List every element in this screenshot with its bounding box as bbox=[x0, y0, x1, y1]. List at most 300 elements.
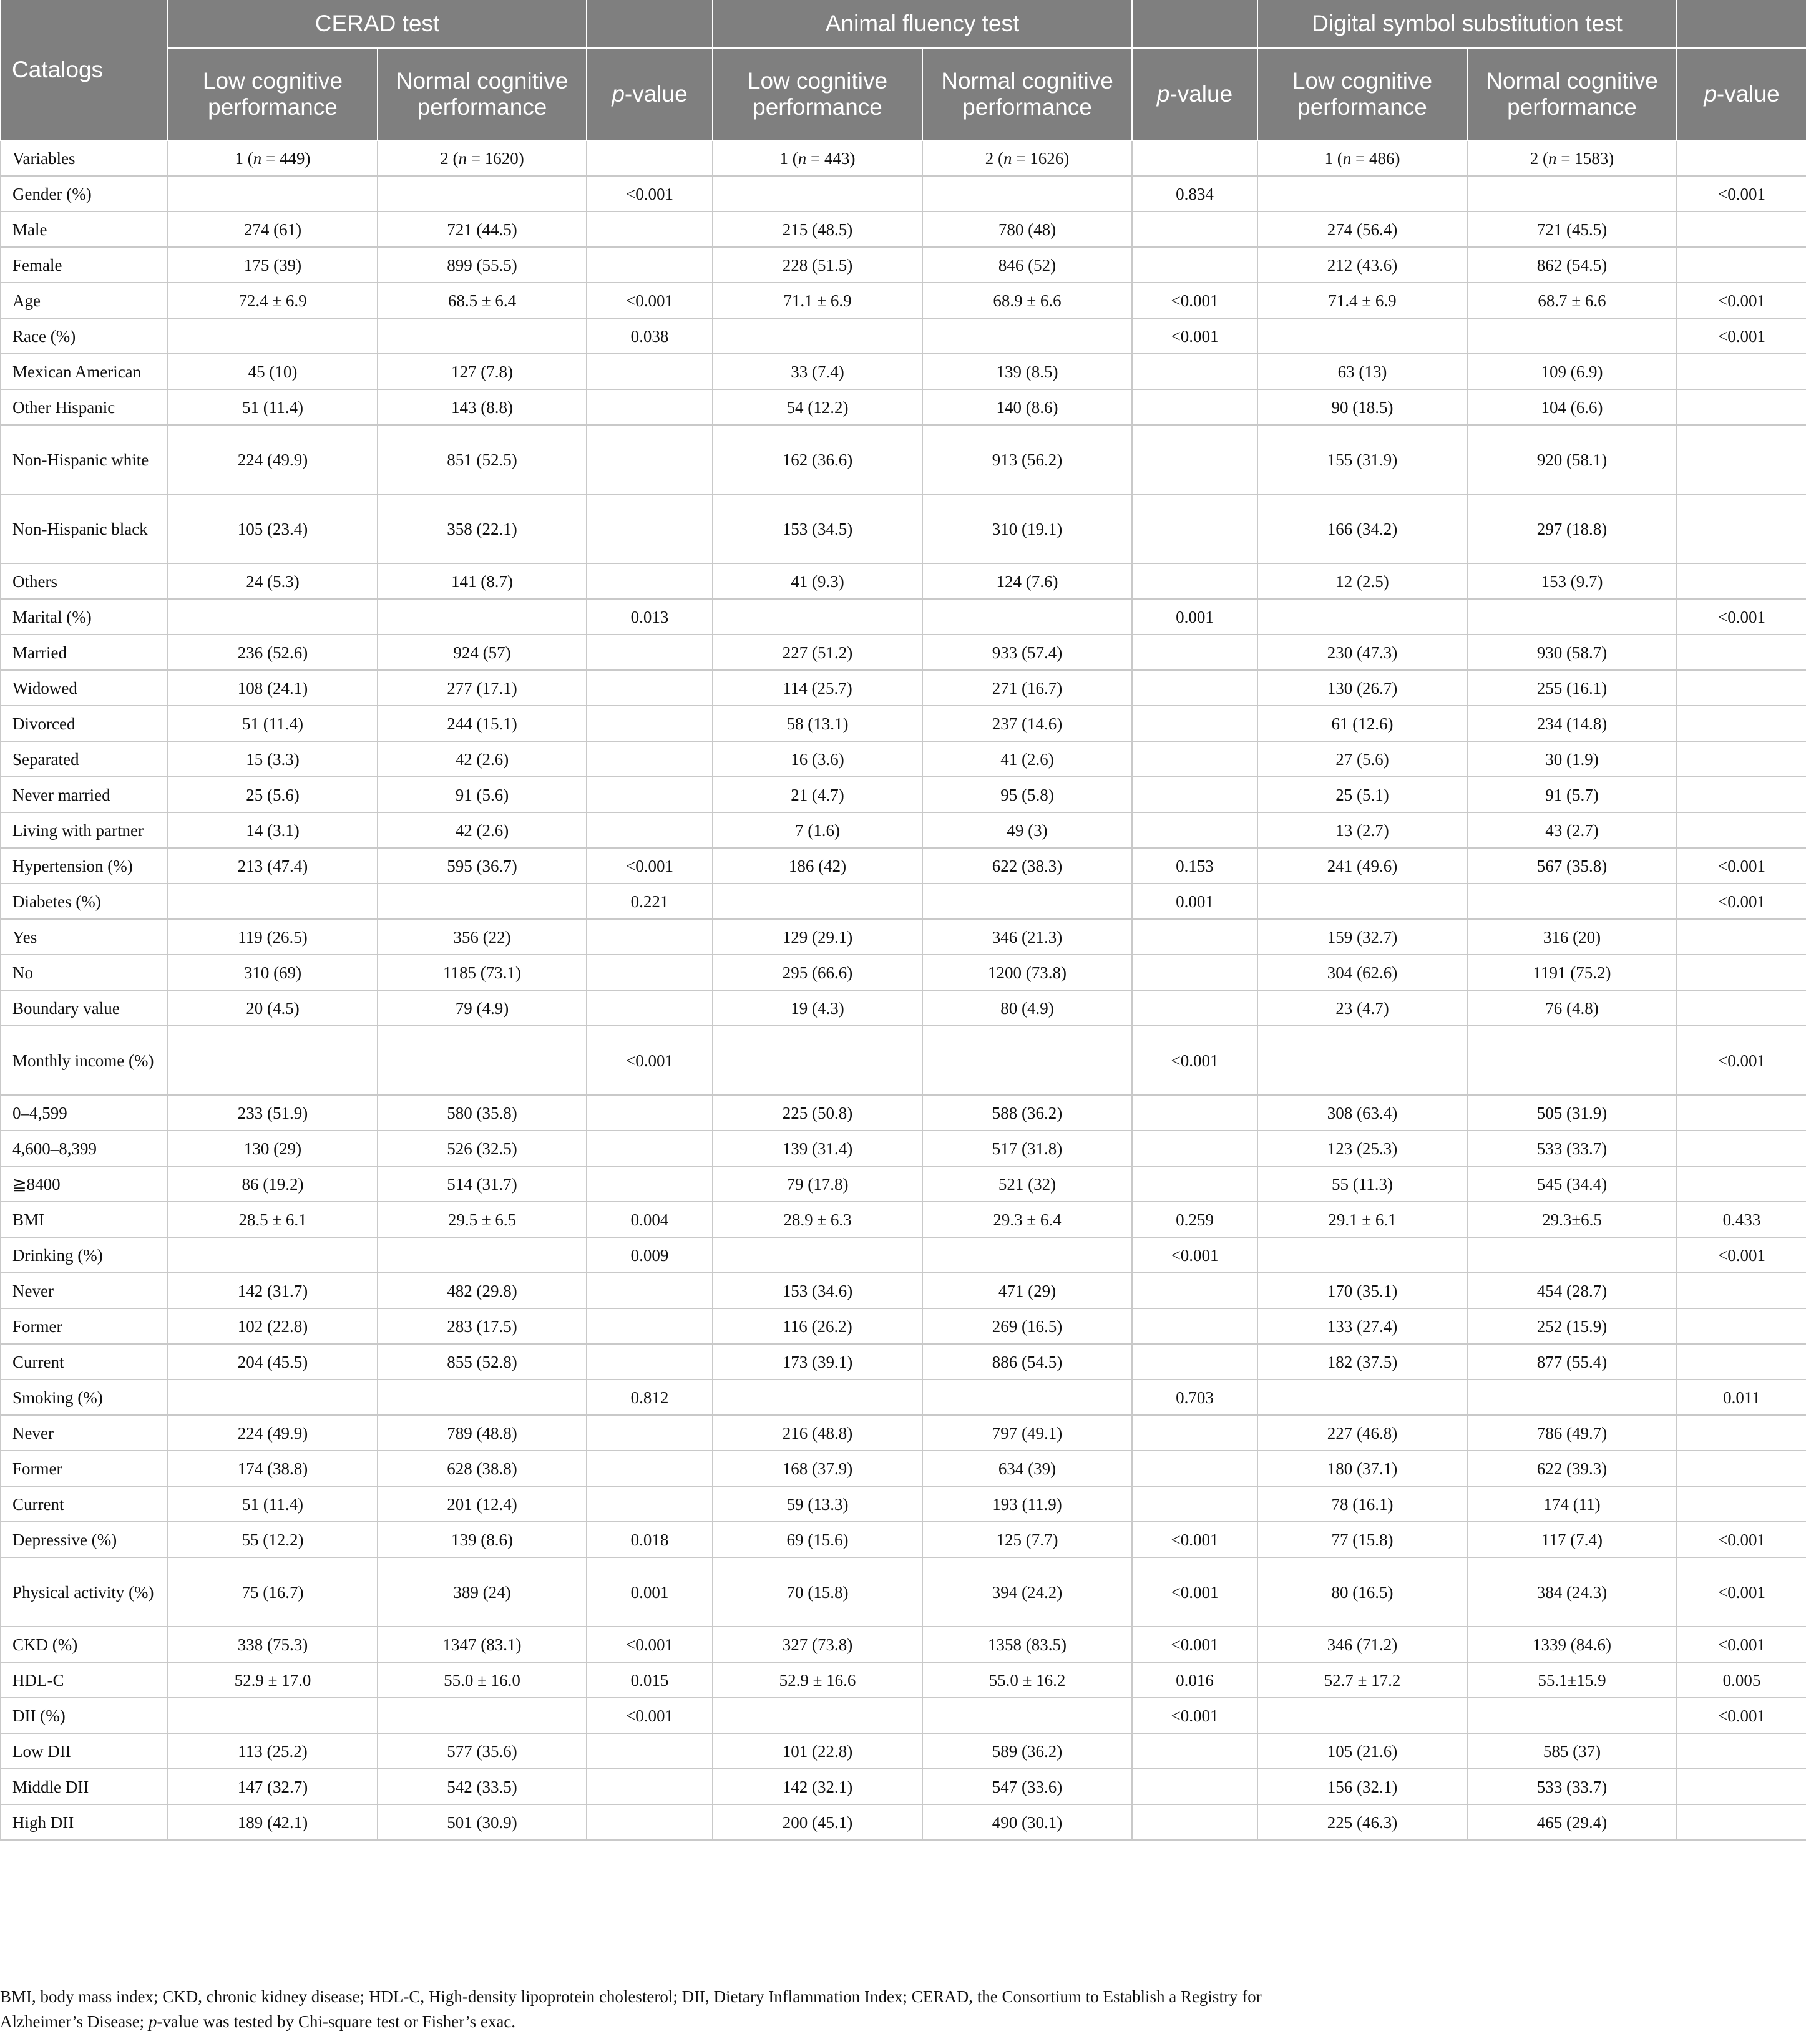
row-label: Divorced bbox=[1, 706, 168, 741]
table-cell bbox=[378, 318, 587, 354]
table-cell: <0.001 bbox=[1132, 318, 1257, 354]
table-cell bbox=[1677, 706, 1806, 741]
table-cell: 77 (15.8) bbox=[1257, 1522, 1467, 1557]
table-cell bbox=[713, 1380, 922, 1415]
group-header-spacer bbox=[1132, 0, 1257, 48]
table-cell: 490 (30.1) bbox=[922, 1804, 1132, 1840]
table-cell bbox=[168, 318, 378, 354]
table-cell bbox=[922, 599, 1132, 635]
table-cell: 21 (4.7) bbox=[713, 777, 922, 812]
table-cell bbox=[587, 955, 713, 990]
table-cell: 155 (31.9) bbox=[1257, 425, 1467, 494]
table-cell bbox=[1677, 389, 1806, 425]
table-cell: 129 (29.1) bbox=[713, 919, 922, 955]
table-cell bbox=[378, 1237, 587, 1273]
table-cell: 295 (66.6) bbox=[713, 955, 922, 990]
table-cell: 200 (45.1) bbox=[713, 1804, 922, 1840]
table-cell: 0.011 bbox=[1677, 1380, 1806, 1415]
table-cell bbox=[587, 706, 713, 741]
table-cell: <0.001 bbox=[1677, 599, 1806, 635]
table-cell bbox=[1132, 1273, 1257, 1308]
table-cell bbox=[1467, 599, 1677, 635]
row-label: Age bbox=[1, 283, 168, 318]
table-cell: 215 (48.5) bbox=[713, 212, 922, 247]
table-cell: 236 (52.6) bbox=[168, 635, 378, 670]
table-cell: 175 (39) bbox=[168, 247, 378, 283]
table-cell: 180 (37.1) bbox=[1257, 1451, 1467, 1486]
table-cell: 86 (19.2) bbox=[168, 1166, 378, 1202]
table-cell bbox=[1677, 1486, 1806, 1522]
table-cell: 913 (56.2) bbox=[922, 425, 1132, 494]
table-cell: 542 (33.5) bbox=[378, 1769, 587, 1804]
table-cell bbox=[1132, 706, 1257, 741]
table-cell bbox=[1677, 1415, 1806, 1451]
table-cell: 628 (38.8) bbox=[378, 1451, 587, 1486]
table-cell bbox=[378, 176, 587, 212]
table-cell bbox=[587, 777, 713, 812]
table-cell: <0.001 bbox=[1132, 1627, 1257, 1662]
table-cell bbox=[1677, 1344, 1806, 1380]
table-cell bbox=[1677, 354, 1806, 389]
table-cell: 212 (43.6) bbox=[1257, 247, 1467, 283]
table-row bbox=[1, 283, 1806, 318]
table-cell: 79 (17.8) bbox=[713, 1166, 922, 1202]
table-cell: <0.001 bbox=[1677, 1698, 1806, 1733]
table-cell: 471 (29) bbox=[922, 1273, 1132, 1308]
table-cell: 505 (31.9) bbox=[1467, 1095, 1677, 1131]
table-cell: 12 (2.5) bbox=[1257, 563, 1467, 599]
table-cell: 585 (37) bbox=[1467, 1733, 1677, 1769]
table-cell: 924 (57) bbox=[378, 635, 587, 670]
table-cell: 130 (29) bbox=[168, 1131, 378, 1166]
table-row bbox=[1, 919, 1806, 955]
table-cell: 201 (12.4) bbox=[378, 1486, 587, 1522]
table-cell: 91 (5.7) bbox=[1467, 777, 1677, 812]
table-cell: 80 (4.9) bbox=[922, 990, 1132, 1026]
table-row bbox=[1, 212, 1806, 247]
table-cell: 234 (14.8) bbox=[1467, 706, 1677, 741]
table-cell: 338 (75.3) bbox=[168, 1627, 378, 1662]
table-cell: 104 (6.6) bbox=[1467, 389, 1677, 425]
table-cell: 224 (49.9) bbox=[168, 425, 378, 494]
table-cell: 797 (49.1) bbox=[922, 1415, 1132, 1451]
table-cell: 113 (25.2) bbox=[168, 1733, 378, 1769]
table-cell: 482 (29.8) bbox=[378, 1273, 587, 1308]
low-performance-header: Low cognitive performance bbox=[713, 48, 922, 140]
table-cell bbox=[1257, 1237, 1467, 1273]
row-label: Never bbox=[1, 1273, 168, 1308]
table-cell bbox=[1132, 1451, 1257, 1486]
table-cell: 23 (4.7) bbox=[1257, 990, 1467, 1026]
low-performance-header: Low cognitive performance bbox=[168, 48, 378, 140]
table-cell: 42 (2.6) bbox=[378, 812, 587, 848]
table-row bbox=[1, 1662, 1806, 1698]
table-cell: 622 (39.3) bbox=[1467, 1451, 1677, 1486]
table-cell bbox=[378, 1380, 587, 1415]
table-row bbox=[1, 176, 1806, 212]
table-cell: 108 (24.1) bbox=[168, 670, 378, 706]
table-cell: 526 (32.5) bbox=[378, 1131, 587, 1166]
table-cell: 274 (56.4) bbox=[1257, 212, 1467, 247]
table-cell: <0.001 bbox=[1132, 1698, 1257, 1733]
table-cell: 79 (4.9) bbox=[378, 990, 587, 1026]
table-cell: 225 (46.3) bbox=[1257, 1804, 1467, 1840]
table-cell bbox=[713, 318, 922, 354]
row-label: Middle DII bbox=[1, 1769, 168, 1804]
table-cell: 567 (35.8) bbox=[1467, 848, 1677, 883]
table-cell: 52.9 ± 16.6 bbox=[713, 1662, 922, 1698]
table-cell: 54 (12.2) bbox=[713, 389, 922, 425]
table-cell bbox=[1677, 741, 1806, 777]
table-cell: 45 (10) bbox=[168, 354, 378, 389]
table-cell: 27 (5.6) bbox=[1257, 741, 1467, 777]
table-cell: 271 (16.7) bbox=[922, 670, 1132, 706]
table-cell bbox=[713, 1698, 922, 1733]
table-cell bbox=[1467, 1026, 1677, 1095]
row-label: No bbox=[1, 955, 168, 990]
table-cell bbox=[1677, 990, 1806, 1026]
table-cell: 304 (62.6) bbox=[1257, 955, 1467, 990]
table-row bbox=[1, 1273, 1806, 1308]
table-cell bbox=[1677, 563, 1806, 599]
table-cell: 0.812 bbox=[587, 1380, 713, 1415]
table-cell: 269 (16.5) bbox=[922, 1308, 1132, 1344]
table-cell: 174 (11) bbox=[1467, 1486, 1677, 1522]
table-cell: <0.001 bbox=[587, 1627, 713, 1662]
table-cell: 140 (8.6) bbox=[922, 389, 1132, 425]
table-cell: 58 (13.1) bbox=[713, 706, 922, 741]
table-row bbox=[1, 1451, 1806, 1486]
table-cell bbox=[1132, 1804, 1257, 1840]
table-cell: 72.4 ± 6.9 bbox=[168, 283, 378, 318]
table-cell bbox=[1467, 176, 1677, 212]
table-cell: <0.001 bbox=[1677, 318, 1806, 354]
table-cell bbox=[1677, 635, 1806, 670]
table-cell: 384 (24.3) bbox=[1467, 1557, 1677, 1627]
table-cell bbox=[1677, 1131, 1806, 1166]
table-cell bbox=[1677, 812, 1806, 848]
table-row bbox=[1, 741, 1806, 777]
table-cell: 0.834 bbox=[1132, 176, 1257, 212]
table-cell: <0.001 bbox=[587, 1698, 713, 1733]
table-cell: 71.1 ± 6.9 bbox=[713, 283, 922, 318]
table-cell: 634 (39) bbox=[922, 1451, 1132, 1486]
table-cell: 1185 (73.1) bbox=[378, 955, 587, 990]
normal-performance-header: Normal cognitive performance bbox=[378, 48, 587, 140]
table-cell bbox=[378, 1698, 587, 1733]
table-cell: 123 (25.3) bbox=[1257, 1131, 1467, 1166]
table-row bbox=[1, 1202, 1806, 1237]
group-header-cerad: CERAD test bbox=[168, 0, 587, 48]
table-cell: 297 (18.8) bbox=[1467, 494, 1677, 563]
table-cell: 227 (51.2) bbox=[713, 635, 922, 670]
table-cell: <0.001 bbox=[1132, 283, 1257, 318]
table-cell bbox=[1132, 1131, 1257, 1166]
table-cell: 102 (22.8) bbox=[168, 1308, 378, 1344]
table-cell: 101 (22.8) bbox=[713, 1733, 922, 1769]
table-cell bbox=[587, 1451, 713, 1486]
row-label: 0–4,599 bbox=[1, 1095, 168, 1131]
table-cell: 310 (19.1) bbox=[922, 494, 1132, 563]
p-value-header: p-value bbox=[1132, 48, 1257, 140]
table-cell bbox=[168, 599, 378, 635]
table-cell: 15 (3.3) bbox=[168, 741, 378, 777]
table-cell bbox=[1132, 354, 1257, 389]
table-cell: 162 (36.6) bbox=[713, 425, 922, 494]
table-cell: 1191 (75.2) bbox=[1467, 955, 1677, 990]
table-cell: <0.001 bbox=[587, 848, 713, 883]
row-label: Living with partner bbox=[1, 812, 168, 848]
table-cell bbox=[587, 1166, 713, 1202]
table-cell: 125 (7.7) bbox=[922, 1522, 1132, 1557]
table-cell: 0.009 bbox=[587, 1237, 713, 1273]
row-label: DII (%) bbox=[1, 1698, 168, 1733]
table-cell: 0.153 bbox=[1132, 848, 1257, 883]
table-row bbox=[1, 599, 1806, 635]
table-cell: 877 (55.4) bbox=[1467, 1344, 1677, 1380]
table-row bbox=[1, 1380, 1806, 1415]
table-row bbox=[1, 1237, 1806, 1273]
table-cell: <0.001 bbox=[1677, 848, 1806, 883]
table-cell: <0.001 bbox=[1677, 1522, 1806, 1557]
row-label: ≧8400 bbox=[1, 1166, 168, 1202]
table-cell: 68.7 ± 6.6 bbox=[1467, 283, 1677, 318]
table-cell bbox=[587, 1131, 713, 1166]
table-cell bbox=[587, 1308, 713, 1344]
table-cell: 41 (2.6) bbox=[922, 741, 1132, 777]
table-cell: 846 (52) bbox=[922, 247, 1132, 283]
normal-performance-header: Normal cognitive performance bbox=[922, 48, 1132, 140]
table-cell bbox=[1677, 1095, 1806, 1131]
table-cell bbox=[1467, 318, 1677, 354]
table-cell: 255 (16.1) bbox=[1467, 670, 1677, 706]
table-cell bbox=[587, 1804, 713, 1840]
table-cell: 51 (11.4) bbox=[168, 389, 378, 425]
table-cell bbox=[587, 425, 713, 494]
table-cell bbox=[378, 599, 587, 635]
table-row bbox=[1, 247, 1806, 283]
row-label: HDL-C bbox=[1, 1662, 168, 1698]
table-cell bbox=[587, 990, 713, 1026]
table-cell: 310 (69) bbox=[168, 955, 378, 990]
table-cell bbox=[1257, 1698, 1467, 1733]
table-cell: <0.001 bbox=[1677, 176, 1806, 212]
table-cell: 24 (5.3) bbox=[168, 563, 378, 599]
table-row bbox=[1, 1522, 1806, 1557]
table-cell bbox=[1677, 1308, 1806, 1344]
table-cell: 19 (4.3) bbox=[713, 990, 922, 1026]
table-row bbox=[1, 563, 1806, 599]
table-cell bbox=[587, 140, 713, 176]
table-cell bbox=[1132, 247, 1257, 283]
table-cell: 277 (17.1) bbox=[378, 670, 587, 706]
row-label: Variables bbox=[1, 140, 168, 176]
table-row bbox=[1, 1344, 1806, 1380]
table-header bbox=[1, 0, 1806, 140]
row-label: Mexican American bbox=[1, 354, 168, 389]
table-cell bbox=[587, 1273, 713, 1308]
table-row bbox=[1, 1698, 1806, 1733]
table-cell bbox=[713, 1237, 922, 1273]
row-label: Current bbox=[1, 1344, 168, 1380]
table-cell: 0.004 bbox=[587, 1202, 713, 1237]
table-cell: 920 (58.1) bbox=[1467, 425, 1677, 494]
row-label: Widowed bbox=[1, 670, 168, 706]
row-label: Non-Hispanic black bbox=[1, 494, 168, 563]
table-cell: 147 (32.7) bbox=[168, 1769, 378, 1804]
table-cell: 95 (5.8) bbox=[922, 777, 1132, 812]
table-row bbox=[1, 389, 1806, 425]
table-cell bbox=[587, 1733, 713, 1769]
table-cell: 721 (45.5) bbox=[1467, 212, 1677, 247]
table-cell: 241 (49.6) bbox=[1257, 848, 1467, 883]
group-header-spacer bbox=[1677, 0, 1806, 48]
table-cell: 622 (38.3) bbox=[922, 848, 1132, 883]
group-header-digital-symbol: Digital symbol substitution test bbox=[1257, 0, 1677, 48]
p-value-header: p-value bbox=[587, 48, 713, 140]
table-cell bbox=[1132, 812, 1257, 848]
table-cell: 117 (7.4) bbox=[1467, 1522, 1677, 1557]
table-cell bbox=[1257, 883, 1467, 919]
table-cell: 721 (44.5) bbox=[378, 212, 587, 247]
table-cell: 68.9 ± 6.6 bbox=[922, 283, 1132, 318]
table-cell: 0.433 bbox=[1677, 1202, 1806, 1237]
table-cell: 0.703 bbox=[1132, 1380, 1257, 1415]
table-cell bbox=[922, 1026, 1132, 1095]
table-cell bbox=[1677, 140, 1806, 176]
table-cell: 346 (21.3) bbox=[922, 919, 1132, 955]
table-cell bbox=[1467, 883, 1677, 919]
table-cell bbox=[1132, 670, 1257, 706]
table-cell: 52.9 ± 17.0 bbox=[168, 1662, 378, 1698]
table-cell: 30 (1.9) bbox=[1467, 741, 1677, 777]
table-cell: <0.001 bbox=[1677, 1557, 1806, 1627]
row-label: Physical activity (%) bbox=[1, 1557, 168, 1627]
table-cell: <0.001 bbox=[1677, 883, 1806, 919]
table-row bbox=[1, 1769, 1806, 1804]
table-cell: 55.1±15.9 bbox=[1467, 1662, 1677, 1698]
table-cell: 0.038 bbox=[587, 318, 713, 354]
row-label: Race (%) bbox=[1, 318, 168, 354]
table-cell: 233 (51.9) bbox=[168, 1095, 378, 1131]
row-label: Monthly income (%) bbox=[1, 1026, 168, 1095]
table-cell: 1 (n = 443) bbox=[713, 140, 922, 176]
table-cell: 1 (n = 449) bbox=[168, 140, 378, 176]
catalogs-header: Catalogs bbox=[1, 0, 168, 140]
table-cell bbox=[587, 494, 713, 563]
table-cell: 173 (39.1) bbox=[713, 1344, 922, 1380]
table-cell: 789 (48.8) bbox=[378, 1415, 587, 1451]
table-cell: 521 (32) bbox=[922, 1166, 1132, 1202]
table-cell: 0.001 bbox=[1132, 599, 1257, 635]
table-row bbox=[1, 1095, 1806, 1131]
table-cell: 29.5 ± 6.5 bbox=[378, 1202, 587, 1237]
table-cell: 862 (54.5) bbox=[1467, 247, 1677, 283]
table-cell bbox=[587, 1769, 713, 1804]
table-cell: 139 (8.5) bbox=[922, 354, 1132, 389]
table-cell bbox=[1677, 1804, 1806, 1840]
table-row bbox=[1, 425, 1806, 494]
table-cell bbox=[1467, 1380, 1677, 1415]
row-label: Former bbox=[1, 1308, 168, 1344]
table-cell: 1358 (83.5) bbox=[922, 1627, 1132, 1662]
table-cell bbox=[1132, 1166, 1257, 1202]
table-cell bbox=[587, 247, 713, 283]
table-cell: 70 (15.8) bbox=[713, 1557, 922, 1627]
table-cell: 55 (11.3) bbox=[1257, 1166, 1467, 1202]
table-cell: 216 (48.8) bbox=[713, 1415, 922, 1451]
table-cell: 55.0 ± 16.0 bbox=[378, 1662, 587, 1698]
row-label: Former bbox=[1, 1451, 168, 1486]
table-cell: 142 (31.7) bbox=[168, 1273, 378, 1308]
table-cell: 42 (2.6) bbox=[378, 741, 587, 777]
row-label: Current bbox=[1, 1486, 168, 1522]
table-cell bbox=[587, 1095, 713, 1131]
table-cell bbox=[1677, 1769, 1806, 1804]
table-cell bbox=[713, 1026, 922, 1095]
table-cell bbox=[713, 176, 922, 212]
table-cell: <0.001 bbox=[587, 176, 713, 212]
row-label: Never married bbox=[1, 777, 168, 812]
table-cell: 274 (61) bbox=[168, 212, 378, 247]
row-label: Female bbox=[1, 247, 168, 283]
table-row bbox=[1, 318, 1806, 354]
table-cell: 0.013 bbox=[587, 599, 713, 635]
table-row bbox=[1, 1557, 1806, 1627]
table-cell bbox=[1467, 1698, 1677, 1733]
table-cell: 0.015 bbox=[587, 1662, 713, 1698]
table-cell: 61 (12.6) bbox=[1257, 706, 1467, 741]
row-label: BMI bbox=[1, 1202, 168, 1237]
table-cell: 43 (2.7) bbox=[1467, 812, 1677, 848]
table-cell: 0.221 bbox=[587, 883, 713, 919]
table-cell bbox=[1132, 741, 1257, 777]
table-cell: 55.0 ± 16.2 bbox=[922, 1662, 1132, 1698]
table-cell bbox=[1257, 318, 1467, 354]
table-cell bbox=[587, 1415, 713, 1451]
table-cell: 244 (15.1) bbox=[378, 706, 587, 741]
table-cell: 2 (n = 1583) bbox=[1467, 140, 1677, 176]
table-cell: <0.001 bbox=[587, 283, 713, 318]
table-cell: 78 (16.1) bbox=[1257, 1486, 1467, 1522]
table-cell: 465 (29.4) bbox=[1467, 1804, 1677, 1840]
table-row bbox=[1, 140, 1806, 176]
table-cell: 166 (34.2) bbox=[1257, 494, 1467, 563]
table-cell: 170 (35.1) bbox=[1257, 1273, 1467, 1308]
table-cell: 193 (11.9) bbox=[922, 1486, 1132, 1522]
table-cell: 76 (4.8) bbox=[1467, 990, 1677, 1026]
table-row bbox=[1, 670, 1806, 706]
table-cell: 580 (35.8) bbox=[378, 1095, 587, 1131]
table-cell bbox=[1132, 1486, 1257, 1522]
table-cell bbox=[378, 883, 587, 919]
table-cell bbox=[168, 883, 378, 919]
table-cell: 899 (55.5) bbox=[378, 247, 587, 283]
table-row bbox=[1, 494, 1806, 563]
table-cell: <0.001 bbox=[1132, 1522, 1257, 1557]
table-cell: 71.4 ± 6.9 bbox=[1257, 283, 1467, 318]
table-cell: 29.3 ± 6.4 bbox=[922, 1202, 1132, 1237]
table-row bbox=[1, 706, 1806, 741]
table-cell bbox=[1132, 563, 1257, 599]
table-cell: 356 (22) bbox=[378, 919, 587, 955]
table-cell bbox=[713, 883, 922, 919]
table-cell: 514 (31.7) bbox=[378, 1166, 587, 1202]
row-label: Diabetes (%) bbox=[1, 883, 168, 919]
row-label: CKD (%) bbox=[1, 1627, 168, 1662]
table-cell: 14 (3.1) bbox=[168, 812, 378, 848]
table-cell: 588 (36.2) bbox=[922, 1095, 1132, 1131]
